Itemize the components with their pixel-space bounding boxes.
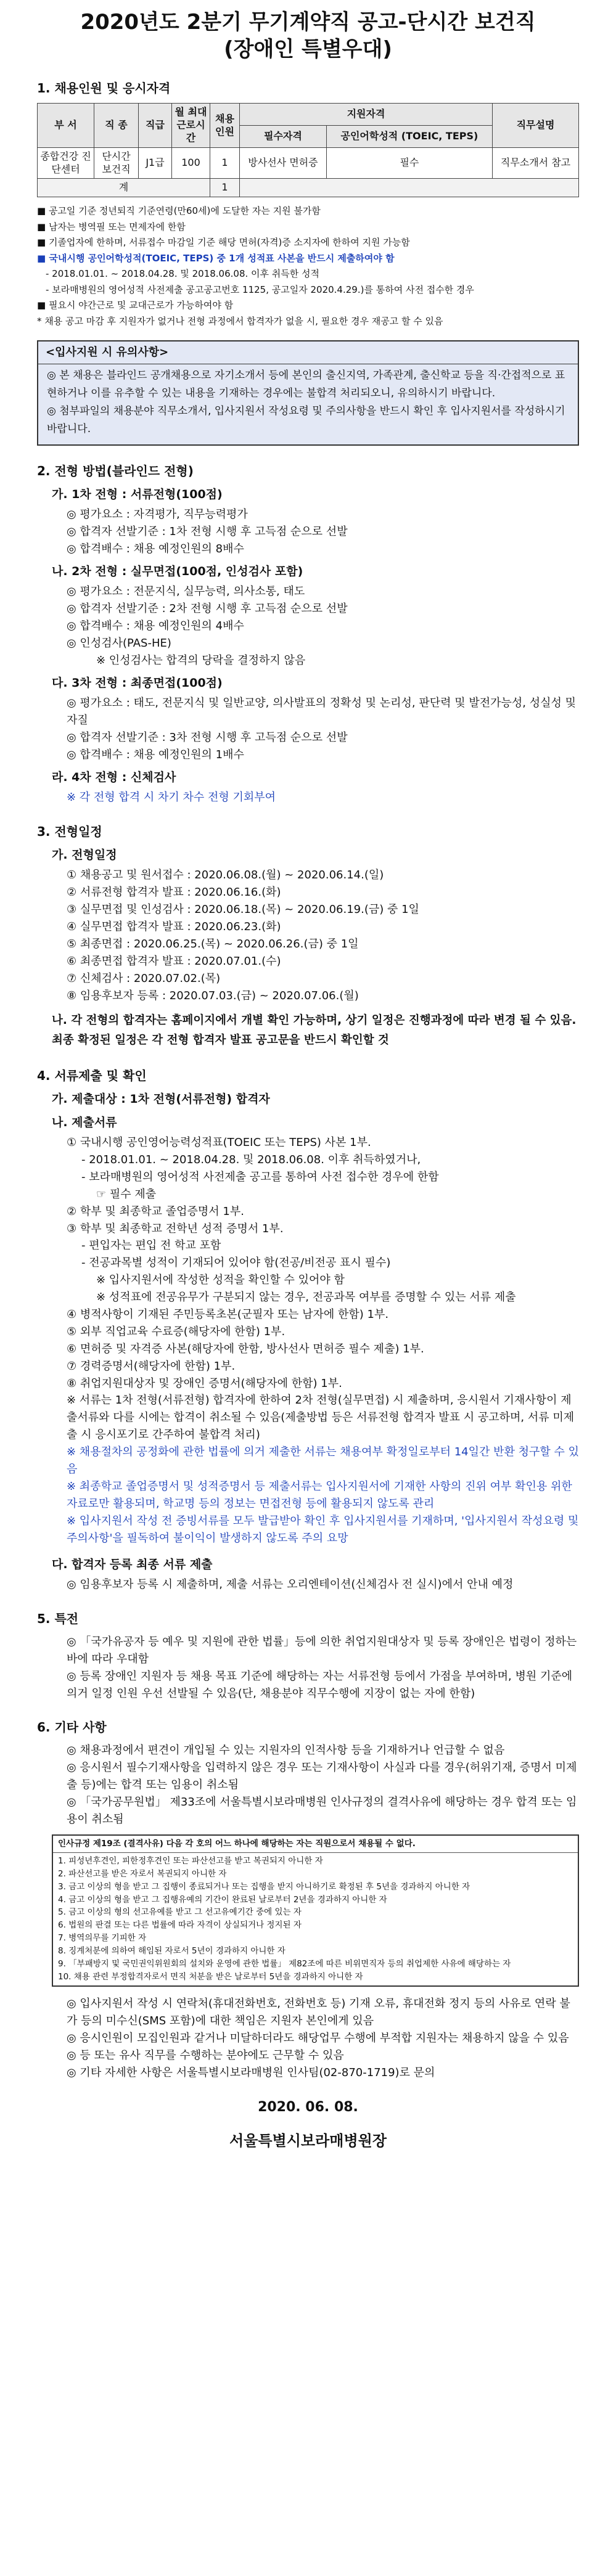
section-5-heading: 5. 특전 [37, 1611, 79, 1626]
benefit-item: ◎ 「국가유공자 등 예우 및 지원에 관한 법률」등에 의한 취업지원대상자 및 등록 장애인은 법령이 정하는 바에 따라 우대함 [67, 1635, 577, 1666]
stage-item: ◎ 평가요소 : 태도, 전문지식 및 일반교양, 의사발표의 정확성 및 논리성, 판단력 및 발전가능성, 성실성 및 자질 [67, 697, 576, 727]
doc-item: ⑦ 경력증명서(해당자에 한함) 1부. [67, 1359, 236, 1373]
doc-item: ③ 학부 및 최종학교 전학년 성적 증명서 1부. [67, 1222, 284, 1235]
schedule-item: ④ 실무면접 합격자 발표 : 2020.06.23.(화) [67, 920, 281, 934]
cell-hours: 100 [172, 147, 210, 179]
table-total-row [38, 179, 579, 197]
th-english: 공인어학성적 (TOEIC, TEPS) [326, 126, 492, 148]
schedule-emphasis: 나. 각 전형의 합격자는 홈페이지에서 개별 확인 가능하며, 상기 일정은 진행과정에 따라 변경 될 수 있음. 최종 확정된 일정은 각 전형 합격자 발표 공고문을 반드시 확인할 것 [52, 1013, 577, 1047]
stage-1-items [37, 506, 579, 558]
schedule-item: ⑦ 신체검사 : 2020.07.02.(목) [67, 971, 221, 985]
th-count: 채용 인원 [210, 104, 240, 147]
schedule-item: ② 서류전형 합격자 발표 : 2020.06.16.(화) [67, 886, 281, 899]
cell-total-empty [240, 179, 579, 197]
title-line-2: (장애인 특별우대) [224, 37, 392, 62]
doc-item: - 편입자는 편입 전 학교 포함 [81, 1239, 221, 1253]
schedule-item: ① 채용공고 및 원서접수 : 2020.06.08.(월) ~ 2020.06.14.(일) [67, 869, 384, 882]
page-title [37, 9, 579, 63]
th-qualification: 지원자격 [240, 104, 493, 126]
other-item: ◎ 응시원서 필수기재사항을 입력하지 않은 경우 또는 기재사항이 사실과 다를 경우(허위기재, 증명서 미제출 등)에는 합격 또는 임용이 취소됨 [67, 1761, 577, 1792]
disqualification-box [52, 1834, 579, 1987]
stage-item: ◎ 합격배수 : 채용 예정인원의 8배수 [67, 542, 244, 555]
notice-body [38, 364, 578, 444]
note-item: - 보라매병원의 영어성적 사전제출 공고공고번호 1125, 공고일자 2020.4.29.)를 통하여 사전 접수한 경우 [46, 284, 474, 295]
cell-total-count: 1 [210, 179, 240, 197]
doc-item: ① 국내시행 공인영어능력성적표(TOEIC 또는 TEPS) 사본 1부. [67, 1136, 371, 1150]
notice-title: <입사지원 시 유의사항> [38, 341, 578, 364]
final-docs-title: 다. 합격자 등록 최종 서류 제출 [52, 1557, 213, 1571]
doc-item: - 2018.01.01. ~ 2018.04.28. 및 2018.06.08. 이후 취득하였거나, [81, 1153, 421, 1167]
stage-item: ◎ 합격자 선발기준 : 3차 전형 시행 후 고득점 순으로 선발 [67, 730, 348, 744]
doc-item: ⑧ 취업지원대상자 및 장애인 증명서(해당자에 한함) 1부. [67, 1376, 342, 1390]
recruitment-table [37, 103, 579, 197]
application-notice-box [37, 340, 579, 445]
law-item: 7. 병역의무를 기피한 자 [58, 1933, 147, 1944]
submission-docs-list [37, 1134, 579, 1547]
stage-3-items [37, 695, 579, 764]
section-3-heading: 3. 전형일정 [37, 824, 102, 839]
stage-4-note: ※ 각 전형 합격 시 차기 차수 전형 기회부여 [67, 791, 276, 804]
section-4-heading: 4. 서류제출 및 확인 [37, 1068, 147, 1084]
schedule-list [37, 867, 579, 1004]
other-item: ◎ 등 또는 유사 직무를 수행하는 분야에도 근무할 수 있음 [67, 2048, 344, 2062]
other-matters-list-2 [37, 1995, 579, 2081]
note-item: - 2018.01.01. ~ 2018.04.28. 및 2018.06.08. 이후 취득한 성적 [46, 268, 320, 280]
doc-item: ※ 서류는 1차 전형(서류전형) 합격자에 한하여 2차 전형(실무면접) 시 제출하며, 응시원서 기재사항이 제출서류와 다를 시에는 합격이 취소될 수 있음(제출방법 등은 서류전형 합격자 발표 시 공고하며, 서류 미제출 시 응시포기로 간주하여 불합격 처리) [67, 1394, 575, 1442]
cell-grade: J1급 [139, 147, 172, 179]
cell-count: 1 [210, 147, 240, 179]
stage-item: ◎ 합격자 선발기준 : 2차 전형 시행 후 고득점 순으로 선발 [67, 602, 348, 616]
title-line-1: 2020년도 2분기 무기계약직 공고-단시간 보건직 [80, 10, 536, 35]
schedule-item: ⑥ 최종면접 합격자 발표 : 2020.07.01.(수) [67, 954, 281, 968]
submission-docs-title: 나. 제출서류 [52, 1115, 117, 1129]
doc-item: ☞ 필수 제출 [96, 1187, 157, 1201]
th-job: 직 종 [94, 104, 139, 147]
note-item: ■ 필요시 야간근로 및 교대근로가 가능하여야 함 [37, 300, 234, 311]
section-2-heading: 2. 전형 방법(블라인드 전형) [37, 463, 194, 478]
stage-item: ◎ 평가요소 : 자격평가, 직무능력평가 [67, 508, 248, 521]
th-hours: 월 최대 근로시간 [172, 104, 210, 147]
doc-item: ※ 최종학교 졸업증명서 및 성적증명서 등 제출서류는 입사지원서에 기재한 사항의 진위 여부 확인용 위한 자료로만 활용되며, 학교명 등의 정보는 면접전형 등에 활용되지 않도록 관리 [67, 1479, 572, 1510]
law-item: 8. 징계처분에 의하여 해임된 자로서 5년이 경과하지 아니한 자 [58, 1946, 285, 1957]
cell-license: 방사선사 면허증 [240, 147, 327, 179]
note-item: * 채용 공고 마감 후 지원자가 없거나 전형 과정에서 합격자가 없을 시, 필요한 경우 재공고 할 수 있음 [37, 315, 443, 327]
section-6-heading: 6. 기타 사항 [37, 1720, 107, 1735]
law-item: 5. 금고 이상의 형의 선고유예를 받고 그 선고유예기간 중에 있는 자 [58, 1907, 302, 1918]
stage-item: ◎ 합격배수 : 채용 예정인원의 4배수 [67, 619, 244, 632]
note-item: ■ 남자는 병역필 또는 면제자에 한함 [37, 221, 186, 232]
doc-item: ⑤ 외부 직업교육 수료증(해당자에 한함) 1부. [67, 1325, 285, 1338]
schedule-item: ③ 실무면접 및 인성검사 : 2020.06.18.(목) ~ 2020.06.19.(금) 중 1일 [67, 903, 419, 917]
benefits-list [37, 1634, 579, 1703]
doc-item: ※ 채용절차의 공정화에 관한 법률에 의거 제출한 서류는 채용여부 확정일로부터 14일간 반환 청구할 수 있음 [67, 1445, 579, 1476]
schedule-subtitle: 가. 전형일정 [52, 848, 117, 862]
note-item: ■ 기졸업자에 한하며, 서류접수 마감일 기준 해당 면허(자격)증 소지자에 한하여 지원 가능함 [37, 237, 410, 248]
law-item: 10. 채용 관련 부정합격자로서 면직 처분을 받은 날로부터 5년을 경과하지 아니한 자 [58, 1972, 363, 1982]
doc-item: - 전공과목별 성적이 기재되어 있어야 함(전공/비전공 표시 필수) [81, 1256, 391, 1270]
th-dept: 부 서 [38, 104, 94, 147]
law-list [53, 1853, 578, 1985]
law-title: 인사규정 제19조 (결격사유) 다음 각 호의 어느 하나에 해당하는 자는 직원으로서 채용될 수 없다. [53, 1836, 578, 1853]
other-item: ◎ 입사지원서 작성 시 연락처(휴대전화번호, 전화번호 등) 기재 오류, 휴대전화 정지 등의 사유로 연락 불가 등의 미수신(SMS 포함)에 대한 책임은 지원자 본인에게 있음 [67, 1997, 570, 2027]
schedule-item: ⑤ 최종면접 : 2020.06.25.(목) ~ 2020.06.26.(금) 중 1일 [67, 937, 359, 951]
schedule-item: ⑧ 임용후보자 등록 : 2020.07.03.(금) ~ 2020.07.06.(월) [67, 989, 359, 1002]
law-item: 6. 법원의 판결 또는 다른 법률에 따라 자격이 상실되거나 정지된 자 [58, 1920, 302, 1931]
doc-item: ※ 성적표에 전공유무가 구분되지 않는 경우, 전공과목 여부를 증명할 수 있는 서류 제출 [96, 1291, 516, 1304]
other-item: ◎ 「국가공무원법」 제33조에 서울특별시보라매병원 인사규정의 결격사유에 해당하는 경우 합격 또는 임용이 취소됨 [67, 1796, 577, 1826]
other-item: ◎ 채용과정에서 편견이 개입될 수 있는 지원자의 인적사항 등을 기재하거나 언급할 수 없음 [67, 1744, 505, 1757]
eligibility-notes [37, 203, 579, 329]
stage-4-title: 라. 4차 전형 : 신체검사 [52, 770, 176, 784]
benefit-item: ◎ 등록 장애인 지원자 등 채용 목표 기준에 해당하는 자는 서류전형 등에서 가점을 부여하며, 병원 기준에 의거 일정 인원 우선 선발될 수 있음(단, 채용분야 직무수행에 지장이 없는 자에 한함) [67, 1669, 573, 1700]
stage-1-title: 가. 1차 전형 : 서류전형(100점) [52, 487, 223, 501]
doc-item: ※ 입사지원서 작성 전 증빙서류를 모두 발급받아 확인 후 입사지원서를 기재하며, '입사지원서 작성요령 및 주의사항'을 필독하여 불이익이 발생하지 않도록 주의 요망 [67, 1514, 579, 1545]
cell-total-label: 계 [38, 179, 210, 197]
table-row [38, 147, 579, 179]
doc-item: - 보라매병원의 영어성적 사전제출 공고를 통하여 사전 접수한 경우에 한함 [81, 1170, 439, 1184]
law-item: 4. 금고 이상의 형을 받고 그 집행유예의 기간이 완료된 날로부터 2년을 경과하지 아니한 자 [58, 1894, 387, 1905]
stage-2-items [37, 583, 579, 652]
notice-date: 2020. 06. 08. [258, 2100, 358, 2116]
th-license: 필수자격 [240, 126, 327, 148]
other-matters-list [37, 1742, 579, 1828]
submission-target: 가. 제출대상 : 1차 전형(서류전형) 합격자 [52, 1092, 270, 1106]
stage-item: ◎ 합격배수 : 채용 예정인원의 1배수 [67, 748, 244, 761]
note-item: ■ 공고일 기준 정년퇴직 기준연령(만60세)에 도달한 자는 지원 불가함 [37, 205, 321, 217]
law-item: 3. 금고 이상의 형을 받고 그 집행이 종료되거나 또는 집행을 받지 아니하기로 확정된 후 5년을 경과하지 아니한 자 [58, 1881, 470, 1892]
stage-2-title: 나. 2차 전형 : 실무면접(100점, 인성검사 포함) [52, 564, 303, 578]
final-docs-item: ◎ 임용후보자 등록 시 제출하며, 제출 서류는 오리엔테이션(신체검사 전 실시)에서 안내 예정 [67, 1577, 514, 1591]
doc-item: ※ 입사지원서에 작성한 성적을 확인할 수 있어야 함 [96, 1274, 345, 1287]
law-item: 1. 피성년후견인, 피한정후견인 또는 파산선고를 받고 복권되지 아니한 자 [58, 1855, 323, 1866]
law-item: 2. 파산선고를 받은 자로서 복권되지 아니한 자 [58, 1868, 227, 1879]
cell-job: 단시간 보건직 [94, 147, 139, 179]
stage-item: ◎ 평가요소 : 전문지식, 실무능력, 의사소통, 태도 [67, 585, 305, 599]
stage-3-title: 다. 3차 전형 : 최종면접(100점) [52, 676, 223, 690]
doc-item: ② 학부 및 최종학교 졸업증명서 1부. [67, 1204, 244, 1218]
issuer-name: 서울특별시보라매병원장 [229, 2132, 387, 2149]
other-item: ◎ 응시인원이 모집인원과 같거나 미달하더라도 해당업무 수행에 부적합 지원자는 채용하지 않을 수 있음 [67, 2031, 569, 2045]
th-description: 직무설명 [493, 104, 579, 147]
note-item: ■ 국내시행 공인어학성적(TOEIC, TEPS) 중 1개 성적표 사본을 반드시 제출하여야 함 [37, 252, 395, 264]
other-item: ◎ 기타 자세한 사항은 서울특별시보라매병원 인사팀(02-870-1719)로 문의 [67, 2066, 435, 2079]
stage-item: ◎ 합격자 선발기준 : 1차 전형 시행 후 고득점 순으로 선발 [67, 525, 348, 538]
stage-item: ◎ 인성검사(PAS-HE) [67, 636, 171, 650]
cell-english: 필수 [326, 147, 492, 179]
section-1-heading: 1. 채용인원 및 응시자격 [37, 81, 171, 96]
cell-description: 직무소개서 참고 [493, 147, 579, 179]
notice-item: ◎ 본 채용은 블라인드 공개채용으로 자기소개서 등에 본인의 출신지역, 가족관계, 출신학교 등을 직·간접적으로 표현하거나 이를 유추할 수 있는 내용을 기재하는 경우에는 불합격 처리되오니, 유의하시기 바랍니다. [47, 369, 565, 399]
stage-2-note: ※ 인성검사는 합격의 당락을 결정하지 않음 [96, 653, 306, 667]
cell-dept: 종합건강 진단센터 [38, 147, 94, 179]
th-grade: 직급 [139, 104, 172, 147]
doc-item: ⑥ 면허증 및 자격증 사본(해당자에 한함, 방사선사 면허증 필수 제출) 1부. [67, 1342, 424, 1355]
doc-item: ④ 병적사항이 기재된 주민등록초본(군필자 또는 남자에 한함) 1부. [67, 1308, 389, 1322]
law-item: 9. 「부패방지 및 국민권익위원회의 설치와 운영에 관한 법률」 제82조에 따른 비위면직자 등의 취업제한 사유에 해당하는 자 [58, 1959, 511, 1969]
notice-item: ◎ 첨부파일의 채용분야 직무소개서, 입사지원서 작성요령 및 주의사항을 반드시 확인 후 입사지원서를 작성하시기 바랍니다. [47, 404, 565, 435]
